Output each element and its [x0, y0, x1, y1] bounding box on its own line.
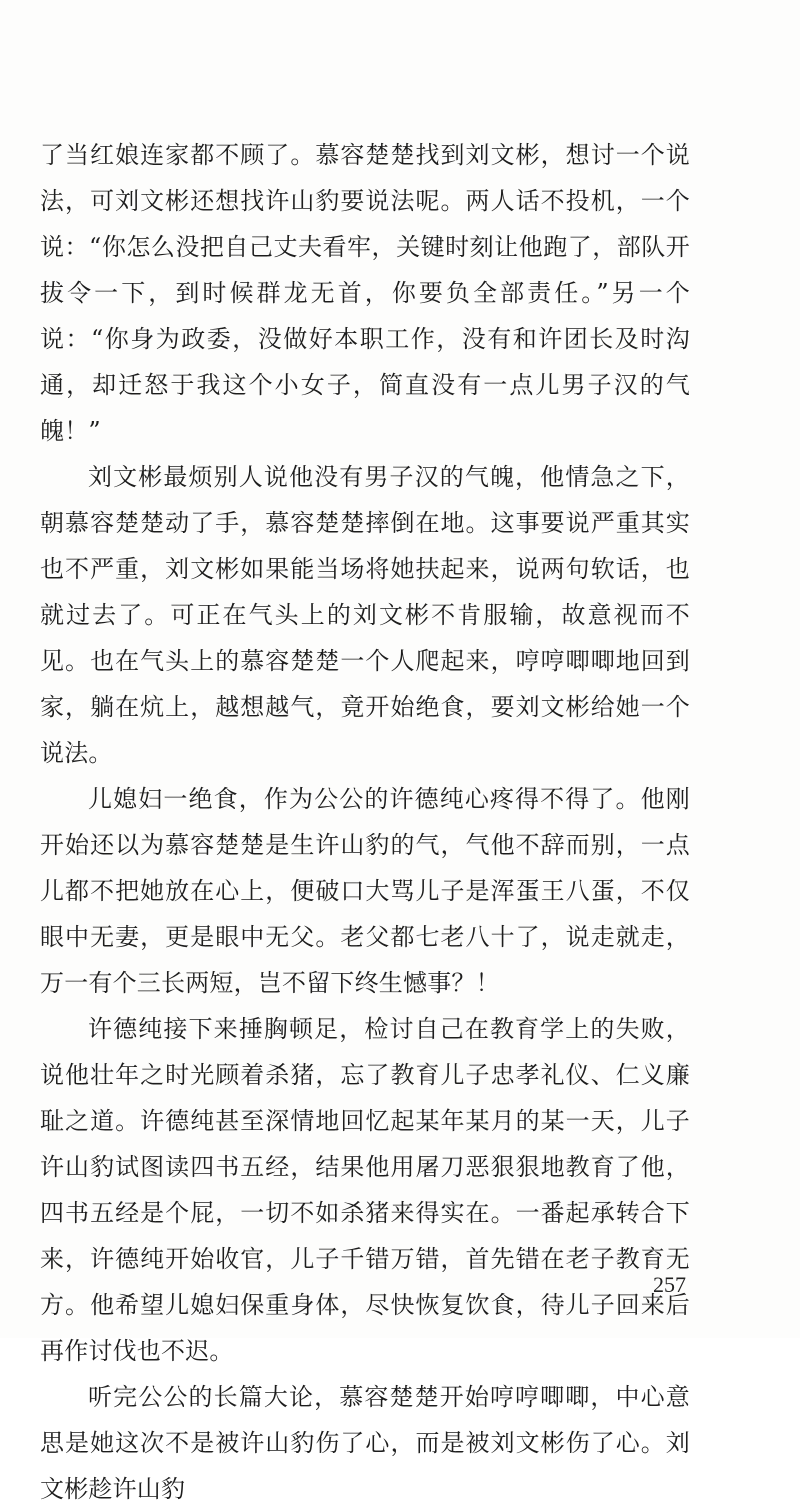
- paragraph-3: 儿媳妇一绝食，作为公公的许德纯心疼得不得了。他刚开始还以为慕容楚楚是生许山豹的气，气他不辞而别，一点儿都不把她放在心上，便破口大骂儿子是浑蛋王八蛋，不仅眼中无妻，更是眼中无父。老父都七老八十了，说走就走，万一有个三长两短，岂不留下终生憾事？！: [40, 785, 690, 997]
- paragraph-1: 了当红娘连家都不顾了。慕容楚楚找到刘文彬，想讨一个说法，可刘文彬还想找许山豹要说法呢。两人话不投机，一个说：“你怎么没把自己丈夫看牢，关键时刻让他跑了，部队开拔令一下，到时候群龙无首，你要负全部责任。”另一个说：“你身为政委，没做好本职工作，没有和许团长及时沟通，却迁怒于我这个小女子，简直没有一点儿男子汉的气魄！”: [40, 141, 690, 445]
- paragraph-4: 许德纯接下来捶胸顿足，检讨自己在教育学上的失败，说他壮年之时光顾着杀猪，忘了教育儿子忠孝礼仪、仁义廉耻之道。许德纯甚至深情地回忆起某年某月的某一天，儿子许山豹试图读四书五经，结果他用屠刀恶狠狠地教育了他，四书五经是个屁，一切不如杀猪来得实在。一番起承转合下来，许德纯开始收官，儿子千错万错，首先错在老子教育无方。他希望儿媳妇保重身体，尽快恢复饮食，待儿子回来后再作讨伐也不迟。: [40, 1015, 690, 1365]
- paragraph-2: 刘文彬最烦别人说他没有男子汉的气魄，他情急之下，朝慕容楚楚动了手，慕容楚楚摔倒在地。这事要说严重其实也不严重，刘文彬如果能当场将她扶起来，说两句软话，也就过去了。可正在气头上的刘文彬不肯服输，故意视而不见。也在气头上的慕容楚楚一个人爬起来，哼哼唧唧地回到家，躺在炕上，越想越气，竟开始绝食，要刘文彬给她一个说法。: [40, 463, 690, 767]
- paragraph-5: 听完公公的长篇大论，慕容楚楚开始哼哼唧唧，中心意思是她这次不是被许山豹伤了心，而是被刘文彬伤了心。刘文彬趁许山豹: [40, 1383, 690, 1503]
- body-text: [40, 132, 690, 1512]
- page-number: 257: [653, 1272, 686, 1297]
